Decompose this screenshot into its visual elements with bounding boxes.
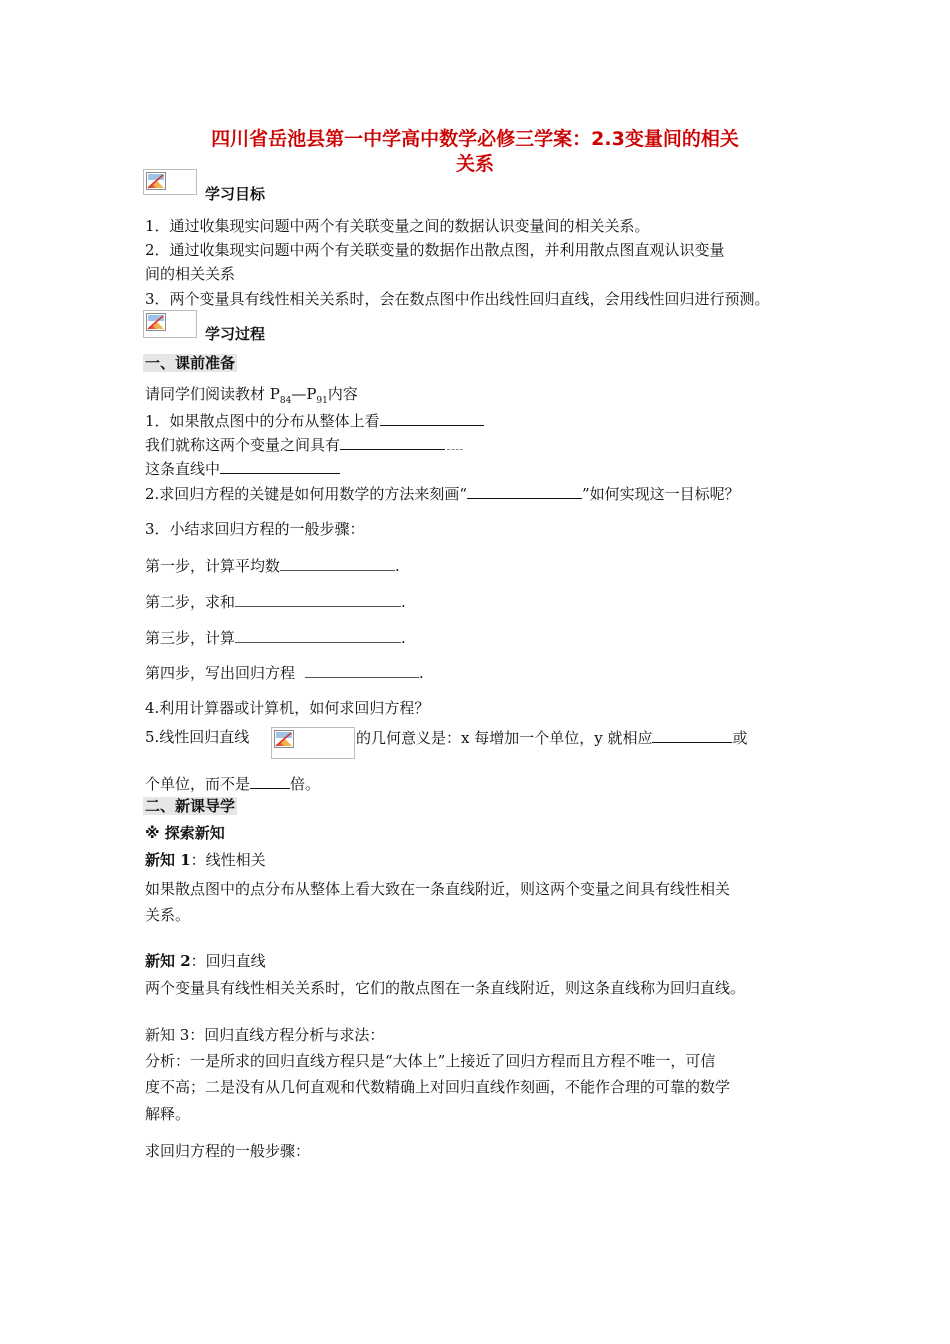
step-3-text: 第三步，计算 [145,629,236,647]
answer-blank-tail [447,434,463,450]
explore-heading: ※ 探索新知 [145,824,225,842]
question-5-line1 [356,727,748,748]
reading-instruction [145,384,358,411]
question-5-line2-prefix: 个单位，而不是 [145,775,251,793]
knowledge-1-title-text: ：线性相关 [190,851,266,869]
knowledge-2-title [145,951,266,971]
question-2-suffix: ”如何实现这一目标呢？ [581,485,740,503]
question-1b [145,434,463,455]
period: . [401,593,406,611]
knowledge-3-title: 新知 3：回归直线方程分析与求法： [145,1026,385,1044]
step-2-text: 第二步，求和 [145,593,236,611]
question-1a [145,410,484,431]
read-mid: —P [291,385,317,403]
answer-blank[interactable] [220,458,340,474]
period: . [395,557,400,575]
question-5-line2-suffix: 倍。 [290,775,321,793]
goal-item-2-cont: 间的相关关系 [145,265,236,283]
read-prefix: 请同学们阅读教材 P [145,385,280,403]
step-1 [145,555,400,576]
knowledge-1-body-line2: 关系。 [145,906,191,924]
question-4: 4.利用计算器或计算机，如何求回归方程？ [145,699,430,717]
knowledge-1-body-line1: 如果散点图中的点分布从整体上看大致在一条直线附近，则这两个变量之间具有线性相关 [145,880,731,898]
process-heading: 学习过程 [205,325,266,343]
question-1c-text: 这条直线中 [145,460,221,478]
read-suffix: 内容 [327,385,358,403]
knowledge-3-body-line2: 度不高；二是没有从几何直观和代数精确上对回归直线作刻画，不能作合理的可靠的数学 [145,1078,731,1096]
answer-blank[interactable] [340,434,445,450]
knowledge-3-body-line1: 分析：一是所求的回归直线方程只是“大体上”上接近了回归方程而且方程不唯一，可信 [145,1052,716,1070]
goal-item-2: 2．通过收集现实问题中两个有关联变量的数据作出散点图，并利用散点图直观认识变量 [145,241,725,259]
knowledge-1-label: 新知 1 [145,851,191,869]
question-2-prefix: 2.求回归方程的关键是如何用数学的方法来刻画“ [145,485,467,503]
step-1-text: 第一步，计算平均数 [145,557,281,575]
step-3 [145,627,406,648]
answer-blank[interactable] [652,727,732,743]
knowledge-3-body-line3: 解释。 [145,1105,191,1123]
step-4-text: 第四步，写出回归方程 [145,664,296,682]
question-1b-text: 我们就称这两个变量之间具有 [145,436,341,454]
answer-blank[interactable] [280,555,395,571]
answer-blank[interactable] [467,483,582,499]
period: . [401,629,406,647]
period: . [419,664,424,682]
answer-blank[interactable] [305,662,419,678]
step-4 [145,662,424,683]
section2-title-text: 二、新课导学 [145,797,236,815]
knowledge-2-title-text: ：回归直线 [190,952,266,970]
document-title-line1: 四川省岳池县第一中学高中数学必修三学案：2.3变量间的相关 [211,128,739,150]
goal-item-1: 1．通过收集现实问题中两个有关联变量之间的数据认识变量间的相关关系。 [145,217,650,235]
broken-image-icon [143,169,197,195]
section2-title [143,795,237,816]
knowledge-1-title [145,850,266,870]
question-1c [145,458,340,479]
knowledge-2-label: 新知 2 [145,952,191,970]
question-2 [145,483,740,504]
question-1a-text: 1．如果散点图中的分布从整体上看 [145,412,380,430]
step-2 [145,591,406,612]
answer-blank[interactable] [380,410,484,426]
answer-blank[interactable] [235,627,401,643]
regression-steps-title: 求回归方程的一般步骤： [145,1142,311,1160]
question-5-mid: 的几何意义是：x 每增加一个单位，y 就相应 [356,729,653,747]
answer-blank[interactable] [250,773,290,789]
section1-title [143,352,237,373]
goal-item-3: 3．两个变量具有线性相关关系时，会在数点图中作出线性回归直线，会用线性回归进行预测。 [145,290,770,308]
read-sub2: 91 [316,396,328,406]
question-5-line2 [145,773,320,794]
broken-image-icon [271,727,355,759]
knowledge-2-body: 两个变量具有线性相关关系时，它们的散点图在一条直线附近，则这条直线称为回归直线。 [145,979,746,997]
answer-blank[interactable] [235,591,401,607]
read-sub1: 84 [279,396,292,406]
section1-title-text: 一、课前准备 [145,354,236,372]
question-5-prefix: 5.线性回归直线 [145,728,250,746]
question-3: 3．小结求回归方程的一般步骤： [145,520,365,538]
goals-heading: 学习目标 [205,185,266,203]
question-5-or: 或 [732,729,748,747]
broken-image-icon [143,310,197,338]
document-title-line2: 关系 [455,153,494,175]
